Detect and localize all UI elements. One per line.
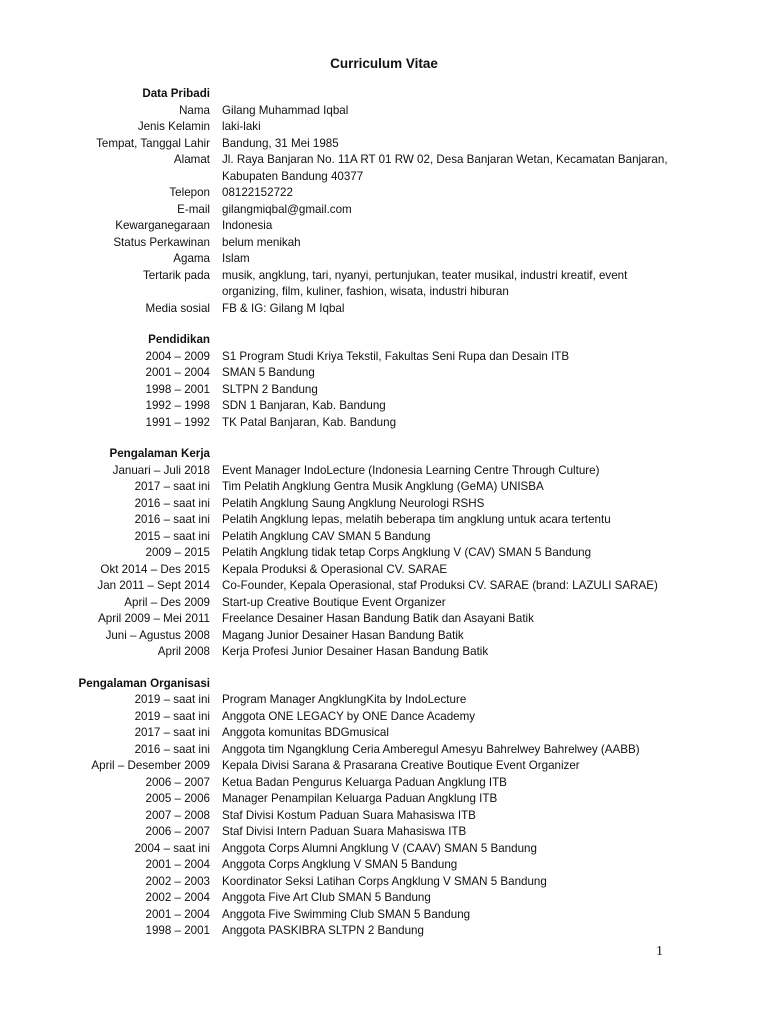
entry-label: Juni – Agustus 2008 [105, 628, 210, 642]
section-gap [0, 661, 768, 676]
entry-label: 2016 – saat ini [134, 513, 210, 526]
entry-label: 2002 – 2004 [145, 891, 210, 904]
entry-row [0, 202, 768, 219]
entry-row [0, 628, 768, 645]
entry-row [0, 923, 768, 940]
entry-row [0, 103, 768, 120]
entry-value: Kepala Divisi Sarana & Prasarana Creative Boutique Event Organizer [222, 759, 580, 772]
entry-row [0, 857, 768, 874]
entry-value: Ketua Badan Pengurus Keluarga Paduan Angklung ITB [222, 775, 507, 789]
entry-label: 2004 – 2009 [145, 349, 210, 363]
entry-row [0, 496, 768, 513]
entry-value: Pelatih Angklung CAV SMAN 5 Bandung [222, 529, 431, 543]
page-number: 1 [656, 944, 663, 959]
entry-row [0, 742, 768, 759]
entry-value: Koordinator Seksi Latihan Corps Angklung V SMAN 5 Bandung [222, 874, 547, 888]
entry-row [0, 136, 768, 153]
entry-row [0, 235, 768, 252]
entry-label: Kewarganegaraan [115, 219, 210, 232]
entry-value: TK Patal Banjaran, Kab. Bandung [222, 415, 397, 429]
entry-label: 2001 – 2004 [145, 907, 210, 921]
entry-row [0, 185, 768, 202]
entry-row [0, 709, 768, 726]
entry-label: 2015 – saat ini [134, 529, 210, 543]
section-data-pribadi [0, 86, 768, 317]
entry-label: 2001 – 2004 [145, 366, 210, 379]
entry-label: 2017 – saat ini [134, 480, 210, 493]
entry-row [0, 578, 768, 595]
entry-row [0, 415, 768, 432]
entry-value: Anggota PASKIBRA SLTPN 2 Bandung [222, 924, 424, 937]
entry-value: musik, angklung, tari, nyanyi, pertunjukan, teater musikal, industri kreatif, event organizing, film, kuliner, fashion, wisata, industri hiburan [222, 268, 628, 298]
entry-value: Gilang Muhammad Iqbal [222, 103, 349, 117]
entry-label: April 2008 [157, 645, 210, 658]
entry-row [0, 479, 768, 496]
section-heading: Pengalaman Organisasi [78, 676, 210, 690]
entry-value: Pelatih Angklung Saung Angklung Neurologi RSHS [222, 496, 485, 510]
entry-row [0, 218, 768, 235]
entry-row [0, 301, 768, 318]
section-heading-row [0, 332, 768, 349]
entry-value: Bandung, 31 Mei 1985 [222, 136, 339, 150]
section-heading: Data Pribadi [142, 87, 210, 100]
entry-label: 2019 – saat ini [134, 709, 210, 723]
entry-row [0, 890, 768, 907]
entry-value: Tim Pelatih Angklung Gentra Musik Angklung (GeMA) UNISBA [222, 480, 544, 493]
entry-value: laki-laki [222, 120, 261, 133]
entry-label: 2004 – saat ini [134, 841, 210, 855]
entry-value: Magang Junior Desainer Hasan Bandung Batik [222, 628, 464, 642]
entry-row [0, 529, 768, 546]
entry-row [0, 824, 768, 841]
entry-value: Co-Founder, Kepala Operasional, staf Produksi CV. SARAE (brand: LAZULI SARAE) [222, 579, 658, 592]
entry-row [0, 398, 768, 415]
entry-value: 08122152722 [222, 186, 293, 199]
entry-label: 1992 – 1998 [145, 399, 210, 412]
entry-label: Tertarik pada [142, 268, 210, 282]
entry-row [0, 692, 768, 709]
entry-label: Januari – Juli 2018 [112, 463, 210, 477]
entry-value: Kepala Produksi & Operasional CV. SARAE [222, 562, 448, 576]
entry-row [0, 874, 768, 891]
entry-row [0, 791, 768, 808]
section-pengalaman-organisasi [0, 676, 768, 940]
entry-row [0, 152, 768, 185]
entry-label: April – Desember 2009 [91, 759, 210, 772]
section-heading: Pengalaman Kerja [109, 447, 210, 460]
entry-value: SDN 1 Banjaran, Kab. Bandung [222, 399, 386, 412]
entry-row [0, 725, 768, 742]
entry-label: 2016 – saat ini [134, 742, 210, 756]
entry-row [0, 382, 768, 399]
entry-value: Freelance Desainer Hasan Bandung Batik dan Asayani Batik [222, 612, 534, 625]
section-heading: Pendidikan [148, 333, 210, 346]
entry-label: 1998 – 2001 [145, 382, 210, 396]
entry-label: 2017 – saat ini [134, 726, 210, 739]
entry-label: April 2009 – Mei 2011 [98, 612, 210, 625]
entry-row [0, 758, 768, 775]
entry-value: Anggota tim Ngangklung Ceria Amberegul Amesyu Bahrelwey Bahrelwey (AABB) [222, 742, 640, 756]
entry-label: 2006 – 2007 [145, 825, 210, 838]
entry-row [0, 775, 768, 792]
entry-label: 1998 – 2001 [145, 924, 210, 937]
entry-value: Program Manager AngklungKita by IndoLecture [222, 693, 467, 706]
section-heading-row [0, 676, 768, 693]
entry-row [0, 595, 768, 612]
entry-label: 1991 – 1992 [145, 415, 210, 429]
section-pengalaman-kerja [0, 446, 768, 661]
entry-row [0, 611, 768, 628]
entry-value: Manager Penampilan Keluarga Paduan Angklung ITB [222, 792, 498, 805]
entry-label: 2007 – 2008 [145, 808, 210, 822]
entry-row [0, 808, 768, 825]
entry-value: Anggota komunitas BDGmusical [222, 726, 389, 739]
entry-label: 2009 – 2015 [145, 546, 210, 559]
entry-value: gilangmiqbal@gmail.com [222, 202, 352, 216]
entry-label: 2001 – 2004 [145, 858, 210, 871]
entry-value: FB & IG: Gilang M Iqbal [222, 301, 345, 315]
entry-value: belum menikah [222, 235, 301, 249]
entry-value: Anggota ONE LEGACY by ONE Dance Academy [222, 709, 476, 723]
entry-value: Indonesia [222, 219, 273, 232]
entry-row [0, 545, 768, 562]
entry-value: Staf Divisi Intern Paduan Suara Mahasiswa ITB [222, 825, 467, 838]
entry-row [0, 365, 768, 382]
cv-content [0, 86, 768, 940]
entry-value: S1 Program Studi Kriya Tekstil, Fakultas Seni Rupa dan Desain ITB [222, 349, 570, 363]
entry-value: Jl. Raya Banjaran No. 11A RT 01 RW 02, Desa Banjaran Wetan, Kecamatan Banjaran, Kabupaten Bandung 40377 [222, 153, 668, 183]
entry-row [0, 119, 768, 136]
section-pendidikan [0, 332, 768, 431]
entry-row [0, 512, 768, 529]
entry-value: Anggota Corps Alumni Angklung V (CAAV) SMAN 5 Bandung [222, 841, 537, 855]
entry-value: SMAN 5 Bandung [222, 366, 315, 379]
entry-row [0, 907, 768, 924]
entry-label: 2005 – 2006 [145, 792, 210, 805]
entry-value: Anggota Five Swimming Club SMAN 5 Bandung [222, 907, 471, 921]
entry-label: Jan 2011 – Sept 2014 [97, 579, 210, 592]
entry-label: Tempat, Tanggal Lahir [96, 136, 210, 150]
entry-value: Start-up Creative Boutique Event Organizer [222, 595, 446, 609]
entry-row [0, 349, 768, 366]
entry-label: Status Perkawinan [113, 235, 210, 249]
entry-value: Pelatih Angklung lepas, melatih beberapa tim angklung untuk acara tertentu [222, 513, 611, 526]
entry-label: 2019 – saat ini [134, 693, 210, 706]
section-heading-row [0, 446, 768, 463]
entry-label: Alamat [173, 153, 210, 166]
document-title: Curriculum Vitae [330, 56, 438, 71]
entry-row [0, 268, 768, 301]
entry-label: Jenis Kelamin [137, 120, 210, 133]
entry-label: April – Des 2009 [124, 595, 210, 609]
entry-value: Staf Divisi Kostum Paduan Suara Mahasiswa ITB [222, 808, 476, 822]
entry-value: Islam [222, 252, 250, 265]
entry-label: E-mail [177, 202, 210, 216]
entry-value: SLTPN 2 Bandung [222, 382, 318, 396]
entry-row [0, 562, 768, 579]
entry-label: 2016 – saat ini [134, 496, 210, 510]
section-heading-row [0, 86, 768, 103]
entry-value: Anggota Corps Angklung V SMAN 5 Bandung [222, 858, 458, 871]
entry-label: Nama [179, 103, 210, 117]
entry-label: Telepon [169, 186, 210, 199]
section-gap [0, 431, 768, 446]
entry-row [0, 463, 768, 480]
entry-label: Agama [173, 252, 210, 265]
entry-row [0, 841, 768, 858]
entry-label: 2006 – 2007 [145, 775, 210, 789]
entry-label: Okt 2014 – Des 2015 [100, 562, 210, 576]
section-gap [0, 317, 768, 332]
entry-value: Anggota Five Art Club SMAN 5 Bandung [222, 891, 431, 904]
entry-value: Kerja Profesi Junior Desainer Hasan Bandung Batik [222, 645, 489, 658]
entry-row [0, 644, 768, 661]
entry-label: 2002 – 2003 [145, 874, 210, 888]
entry-value: Event Manager IndoLecture (Indonesia Learning Centre Through Culture) [222, 463, 600, 477]
entry-label: Media sosial [145, 301, 210, 315]
entry-value: Pelatih Angklung tidak tetap Corps Angklung V (CAV) SMAN 5 Bandung [222, 546, 592, 559]
entry-row [0, 251, 768, 268]
